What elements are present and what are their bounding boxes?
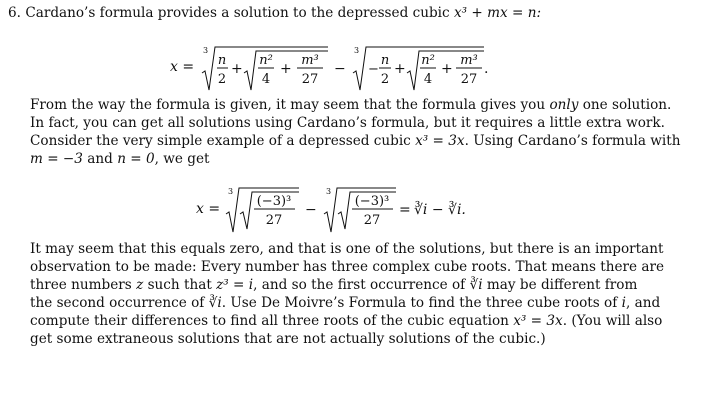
paragraph1-line1-text: From the way the formula is given, it may seem that the formula gives you bbox=[30, 97, 546, 113]
formula1-neg: − bbox=[368, 62, 379, 77]
paragraph2-line5-text: compute their differences to find all three roots of the cubic equation bbox=[30, 313, 509, 329]
formula2-root-index-1: 3 bbox=[228, 187, 234, 196]
formula1-plus-3: + bbox=[394, 61, 406, 77]
paragraph2-first-occurrence: , and so the first occurrence of bbox=[253, 277, 466, 293]
formula2-denominator-1: 27 bbox=[265, 213, 283, 228]
paragraph2-line5 bbox=[30, 312, 662, 330]
paragraph2-line1: It may seem that this equals zero, and that is one of the solutions, but there is an important bbox=[30, 241, 664, 257]
formula1-plus-4: + bbox=[441, 61, 453, 77]
formula2-numerator-1: (−3)³ bbox=[256, 194, 292, 209]
formula1-frac-2-1: 2 bbox=[217, 72, 227, 87]
problem-intro-math: x³ + mx = n: bbox=[453, 5, 542, 21]
formula1-minus: − bbox=[334, 61, 346, 77]
paragraph1-line3-math: x³ = 3x bbox=[415, 133, 465, 149]
paragraph2-line4 bbox=[30, 294, 660, 312]
formula1-end-dot: . bbox=[484, 61, 489, 77]
paragraph2-line3-text: three numbers bbox=[30, 277, 132, 293]
paragraph1-emphasis: only bbox=[549, 97, 579, 113]
paragraph2-cube-root-i-2: ∛i bbox=[208, 295, 222, 311]
formula1-frac-n-1: n bbox=[217, 53, 227, 68]
formula1-root-index-1: 3 bbox=[203, 46, 209, 55]
formula1-frac-m3-2: m³ bbox=[460, 53, 478, 68]
formula2-minus: − bbox=[305, 202, 317, 218]
paragraph1-line2: In fact, you can get all solutions using Cardano’s formula, but it requires a little extra work. bbox=[30, 115, 665, 131]
paragraph1-line1 bbox=[30, 96, 671, 114]
paragraph1-line3-text: Consider the very simple example of a depressed cubic bbox=[30, 133, 411, 149]
formula1-plus-2: + bbox=[280, 61, 292, 77]
paragraph2-line5-end: . (You will also bbox=[562, 313, 663, 329]
formula2-numerator-2: (−3)³ bbox=[354, 194, 390, 209]
paragraph1-m-value: m = −3 bbox=[30, 151, 83, 167]
formula1-frac-4-1: 4 bbox=[261, 72, 271, 87]
paragraph2-line4-end: , and bbox=[625, 295, 661, 311]
formula1-frac-n2-2: n² bbox=[421, 53, 435, 68]
problem-heading bbox=[8, 4, 541, 22]
paragraph2-such-that: such that bbox=[147, 277, 212, 293]
formula2-root-index-2: 3 bbox=[326, 187, 332, 196]
paragraph2-z-equation: z³ = i bbox=[216, 277, 254, 293]
problem-number: 6. bbox=[8, 5, 21, 21]
paragraph1-n-value: n = 0 bbox=[117, 151, 155, 167]
paragraph2-line3 bbox=[30, 276, 637, 294]
formula1-frac-2-2: 2 bbox=[380, 72, 390, 87]
paragraph2-de-moivre: . Use De Moivre’s Formula to find the three cube roots of bbox=[221, 295, 618, 311]
formula2-equals: = bbox=[399, 202, 411, 218]
paragraph1-line3 bbox=[30, 132, 681, 150]
paragraph1-line4-end: , we get bbox=[154, 151, 210, 167]
paragraph1-line3-end: . Using Cardano’s formula with bbox=[464, 133, 681, 149]
formula1-plus-1: + bbox=[231, 61, 243, 77]
paragraph2-var-i: i bbox=[621, 295, 626, 311]
formula2-lhs: x = bbox=[196, 201, 221, 217]
paragraph2-line6: get some extraneous solutions that are not actually solutions of the cubic.) bbox=[30, 331, 546, 347]
formula1-frac-n2-1: n² bbox=[259, 53, 273, 68]
paragraph2-line3-end: may be different from bbox=[486, 277, 638, 293]
paragraph1-line4 bbox=[30, 150, 209, 168]
paragraph1-and: and bbox=[87, 151, 113, 167]
formula1-frac-27-1: 27 bbox=[301, 72, 319, 87]
paragraph2-cubic-equation: x³ = 3x bbox=[513, 313, 563, 329]
problem-intro: Cardano’s formula provides a solution to the depressed cubic bbox=[25, 5, 450, 21]
formula1-lhs: x = bbox=[170, 59, 195, 75]
formula2-denominator-2: 27 bbox=[363, 213, 381, 228]
formula1-frac-m3-1: m³ bbox=[301, 53, 319, 68]
example-formula bbox=[196, 180, 486, 234]
formula1-frac-4-2: 4 bbox=[423, 72, 433, 87]
formula2-result: ∛i − ∛i. bbox=[414, 202, 466, 218]
paragraph2-var-z: z bbox=[136, 277, 144, 293]
formula1-frac-n-2: n bbox=[380, 53, 390, 68]
formula1-frac-27-2: 27 bbox=[460, 72, 478, 87]
paragraph1-line1-end: one solution. bbox=[582, 97, 672, 113]
paragraph2-line4-text: the second occurrence of bbox=[30, 295, 205, 311]
cardano-formula bbox=[170, 40, 500, 94]
paragraph2-line2: observation to be made: Every number has three complex cube roots. That means there are bbox=[30, 259, 665, 275]
paragraph2-cube-root-i-1: ∛i bbox=[469, 277, 483, 293]
formula1-root-index-2: 3 bbox=[354, 46, 360, 55]
